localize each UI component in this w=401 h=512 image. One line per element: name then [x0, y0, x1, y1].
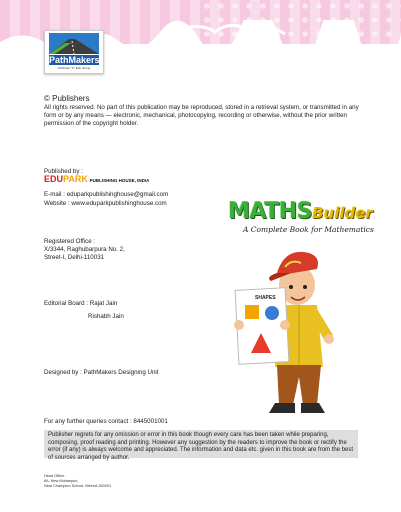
- editorial-board-member: Rishabh Jain: [88, 313, 124, 320]
- book-subtitle: A Complete Book for Mathematics: [243, 225, 374, 234]
- disclaimer-notice: Publisher regrets for any omission or error in this book though every care has been taken while preparing, composing, proof reading and printing. However any suggestion by the readers to improve the book or rectify the error (if any) is always welcome and appreciated. The information and data etc. given in this book are from the best of sources arranged by author.: [44, 430, 358, 458]
- brand-tagline: Publisher "F" Edu Group: [57, 66, 91, 70]
- registered-office-line: Street-I, Delhi-110031: [44, 254, 105, 261]
- boy-with-shapes-board-illustration: [225, 237, 345, 422]
- queries-contact: For any further queries contact : 8445001001: [44, 418, 168, 425]
- publisher-logo-house: PUBLISHING HOUSE, INDIA: [89, 178, 150, 183]
- publisher-website: Website : www.eduparkpublishinghouse.com: [44, 200, 167, 207]
- copyright-body: All rights reserved. No part of this publication may be reproduced, stored in a retrieval system, or transmitted in any form or by any means — electronic, mechanical, photocopying, recording or otherwise, without the prior written permission of the copyright holder.: [44, 104, 359, 127]
- brand-name: PathMakers: [49, 55, 100, 65]
- publisher-logo-edu: EDU: [44, 174, 64, 184]
- road-sign-icon: [45, 31, 103, 57]
- copyright-title: © Publishers: [44, 94, 90, 103]
- book-title: [228, 199, 373, 224]
- book-title-builder: Builder: [311, 204, 373, 222]
- editorial-board: Editorial Board : Rajat Jain: [44, 300, 118, 307]
- head-office-line: Head Office :: [44, 474, 67, 478]
- publisher-logo: [44, 176, 149, 185]
- registered-office-line: X/3344, Raghubarpura No. 2,: [44, 246, 125, 253]
- head-office-line: Near Champion School, Meerut-250001: [44, 484, 112, 488]
- head-office-line: 8A, New Mohanpuri,: [44, 479, 79, 483]
- publisher-logo-park: PARK: [63, 174, 88, 184]
- publisher-email: E-mail : eduparkpublishinghouse@gmail.com: [44, 191, 169, 198]
- brand-logo: [44, 30, 104, 74]
- designed-by: Designed by : PathMakers Designing Unit: [44, 369, 159, 376]
- shapes-board-label: SHAPES: [255, 295, 276, 301]
- book-title-maths: MATHS: [228, 199, 312, 224]
- registered-office-label: Registered Office :: [44, 238, 96, 245]
- published-by-label: Published by :: [44, 168, 83, 175]
